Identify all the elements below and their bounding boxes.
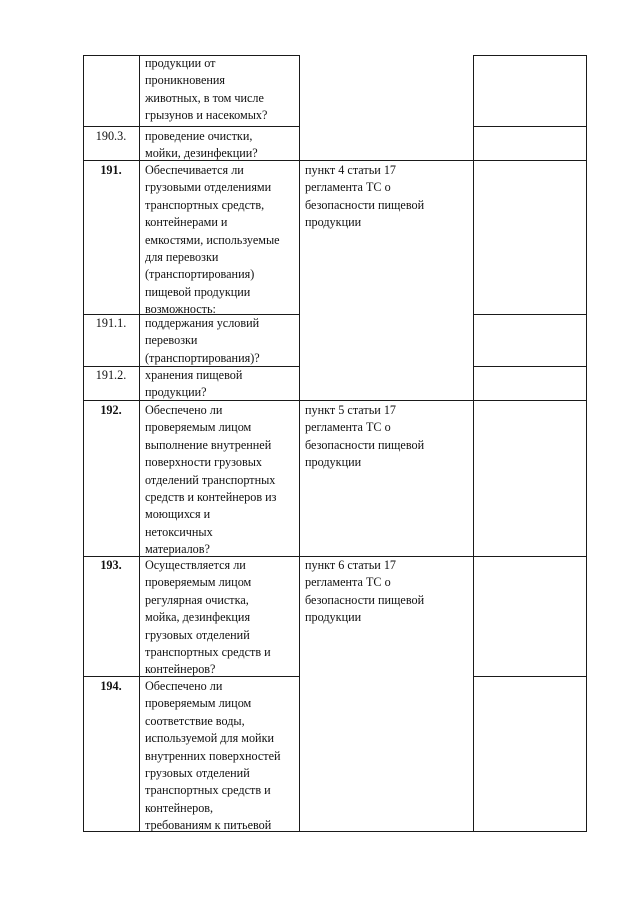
col-border-right — [586, 55, 587, 832]
table-cell-number: 190.3. — [95, 129, 127, 143]
row-divider — [473, 126, 586, 127]
row-divider — [473, 366, 586, 367]
col-border-num — [139, 55, 140, 832]
table-cell-reference: пункт 4 статьи 17 регламента ТС о безопасности пищевой продукции — [305, 163, 425, 230]
col-border-reference — [473, 55, 474, 832]
table-cell-question: продукции от проникновения животных, в том числе грызунов и насекомых? — [145, 56, 268, 123]
table-cell-number: 193. — [100, 558, 122, 572]
table-cell-question: хранения пищевой продукции? — [145, 368, 243, 400]
table-cell-number: 191.2. — [95, 368, 127, 382]
table-cell-reference: пункт 5 статьи 17 регламента ТС о безопасности пищевой продукции — [305, 403, 425, 470]
table-cell-number: 191. — [100, 163, 122, 177]
table-cell-question: поддержания условий перевозки (транспортирования)? — [145, 316, 260, 365]
table-cell-number: 191.1. — [95, 316, 127, 330]
table-cell-number: 194. — [100, 679, 122, 693]
table-top-border-right — [473, 55, 586, 56]
table-cell-question: Осуществляется ли проверяемым лицом регулярная очистка, мойка, дезинфекция грузовых отделений транспортных средств и контейнеров? — [145, 558, 271, 677]
table-cell-question: Обеспечено ли проверяемым лицом выполнение внутренней поверхности грузовых отделений транспортных средств и контейнеров из моющихся и нетоксичных материалов? — [145, 403, 277, 557]
table-cell-number: 192. — [100, 403, 122, 417]
table-cell-reference: пункт 6 статьи 17 регламента ТС о безопасности пищевой продукции — [305, 558, 425, 625]
table-cell-question: проведение очистки, мойки, дезинфекции? — [145, 129, 258, 161]
row-divider — [473, 314, 586, 315]
table-cell-question: Обеспечено ли проверяемым лицом соответствие воды, используемой для мойки внутренних поверхностей грузовых отделений транспортных средств и контейнеров, требованиям к питьевой — [145, 679, 281, 833]
row-divider — [83, 126, 299, 127]
table-cell-question: Обеспечивается ли грузовыми отделениями транспортных средств, контейнерами и емкостями, используемые для перевозки (транспортирования) пищевой продукции возможность: — [145, 163, 280, 317]
row-divider — [473, 676, 586, 677]
